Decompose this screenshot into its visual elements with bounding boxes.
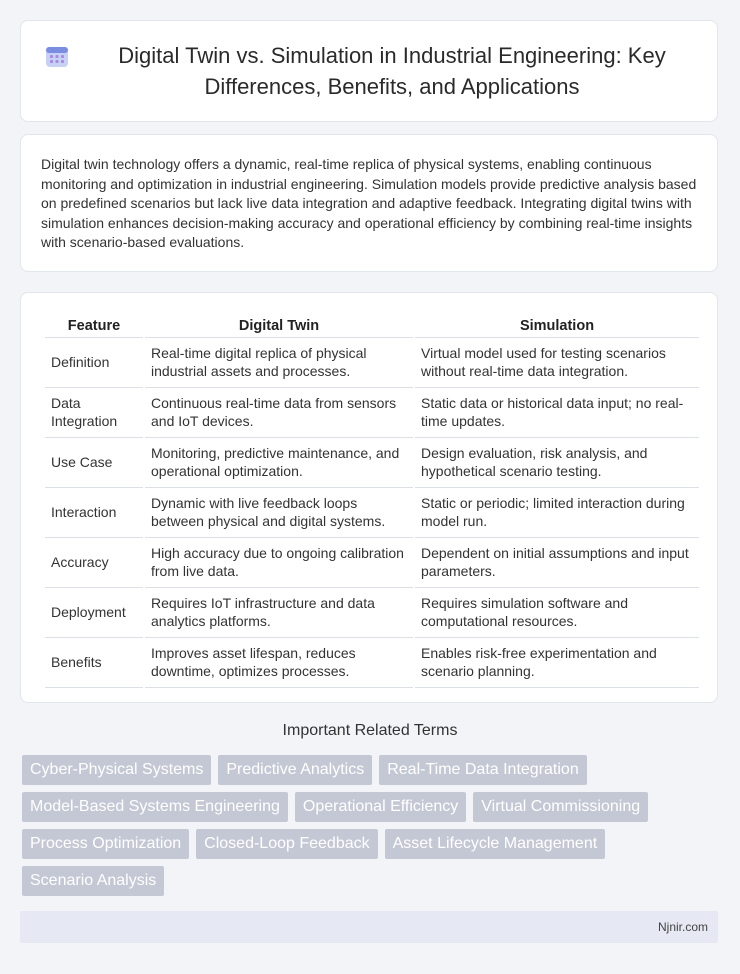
row-feature: Definition (45, 338, 143, 388)
table-row (45, 638, 699, 688)
table-row (45, 588, 699, 638)
tag-model-based-systems-engineering[interactable]: Model-Based Systems Engineering (22, 792, 288, 822)
row-digital-twin: Requires IoT infrastructure and data analytics platforms. (145, 588, 413, 638)
table-row (45, 338, 699, 388)
comparison-table-card (20, 292, 718, 703)
row-simulation: Requires simulation software and computational resources. (415, 588, 699, 638)
related-terms-title: Important Related Terms (282, 722, 458, 739)
tag-predictive-analytics[interactable]: Predictive Analytics (218, 755, 372, 785)
row-feature: Interaction (45, 488, 143, 538)
table-row (45, 488, 699, 538)
row-simulation: Dependent on initial assumptions and input parameters. (415, 538, 699, 588)
row-digital-twin: Improves asset lifespan, reduces downtime, optimizes processes. (145, 638, 413, 688)
row-feature: Data Integration (45, 388, 143, 438)
row-digital-twin: High accuracy due to ongoing calibration from live data. (145, 538, 413, 588)
header-feature: Feature (45, 313, 143, 338)
row-simulation: Static data or historical data input; no real-time updates. (415, 388, 699, 438)
table-row (45, 438, 699, 488)
table-header-row (45, 313, 699, 338)
tag-scenario-analysis[interactable]: Scenario Analysis (22, 866, 164, 896)
header-simulation: Simulation (415, 313, 699, 338)
calendar-icon (45, 44, 69, 68)
header-digital-twin: Digital Twin (145, 313, 413, 338)
comparison-table (43, 313, 701, 688)
table-row (45, 388, 699, 438)
row-digital-twin: Real-time digital replica of physical industrial assets and processes. (145, 338, 413, 388)
row-feature: Use Case (45, 438, 143, 488)
row-simulation: Virtual model used for testing scenarios without real-time data integration. (415, 338, 699, 388)
row-simulation: Static or periodic; limited interaction during model run. (415, 488, 699, 538)
header-card (20, 20, 718, 122)
tag-cyber-physical-systems[interactable]: Cyber-Physical Systems (22, 755, 211, 785)
tag-virtual-commissioning[interactable]: Virtual Commissioning (473, 792, 648, 822)
intro-card (20, 134, 718, 272)
row-digital-twin: Dynamic with live feedback loops between physical and digital systems. (145, 488, 413, 538)
row-feature: Deployment (45, 588, 143, 638)
row-feature: Accuracy (45, 538, 143, 588)
footer (20, 911, 718, 943)
page-title: Digital Twin vs. Simulation in Industrial Engineering: Key Differences, Benefits, and Applications (118, 43, 666, 99)
tag-asset-lifecycle-management[interactable]: Asset Lifecycle Management (385, 829, 606, 859)
tag-operational-efficiency[interactable]: Operational Efficiency (295, 792, 466, 822)
row-simulation: Enables risk-free experimentation and scenario planning. (415, 638, 699, 688)
tag-process-optimization[interactable]: Process Optimization (22, 829, 189, 859)
row-feature: Benefits (45, 638, 143, 688)
related-terms-tags (22, 755, 722, 896)
row-digital-twin: Monitoring, predictive maintenance, and operational optimization. (145, 438, 413, 488)
row-simulation: Design evaluation, risk analysis, and hypothetical scenario testing. (415, 438, 699, 488)
tag-closed-loop-feedback[interactable]: Closed-Loop Feedback (196, 829, 377, 859)
tag-real-time-data-integration[interactable]: Real-Time Data Integration (379, 755, 587, 785)
table-row (45, 538, 699, 588)
footer-site[interactable]: Njnir.com (657, 920, 708, 934)
intro-text: Digital twin technology offers a dynamic, real-time replica of physical systems, enabling continuous monitoring and optimization in industrial engineering. Simulation models provide predictive analysis based on predefined scenarios but lack live data integration and adaptive feedback. Integrating digital twins with simulation enhances decision-making accuracy and operational efficiency by combining real-time insights with scenario-based evaluations. (41, 156, 697, 251)
row-digital-twin: Continuous real-time data from sensors and IoT devices. (145, 388, 413, 438)
